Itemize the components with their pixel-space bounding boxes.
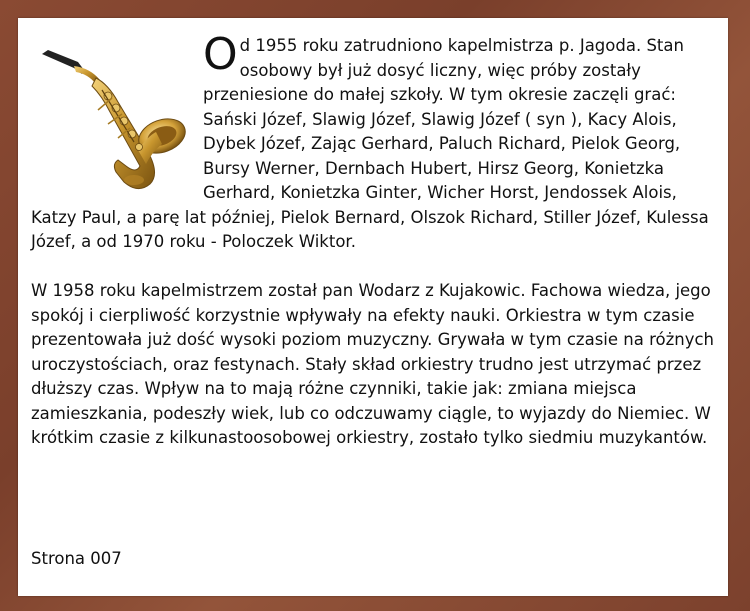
illustration-spacer — [31, 34, 203, 186]
paragraph-1-text: d 1955 roku zatrudniono kapelmistrza p. Jagoda. Stan osobowy był już dosyć liczny, więc próby zostały przeniesione do małej szkoły. W tym okresie zaczęli grać: Sański Józef, Slawig Józef, Slawig Józef ( syn ), Kacy Alois, Dybek Józef, Zając Gerhard, Paluch Richard, Pielok Georg, Bursy Werner, Dernbach Hubert, Hirsz Georg, Konietzka Gerhard, Konietzka Ginter, Wicher Horst, Jendossek Alois, Katzy Paul, a parę lat później, Pielok Bernard, Olszok Richard, Stiller Józef, Kulessa Józef, a od 1970 roku - Poloczek Wiktor. — [31, 36, 709, 251]
paragraph-2: W 1958 roku kapelmistrzem został pan Wodarz z Kujakowic. Fachowa wiedza, jego spokój i cierpliwość korzystnie wpływały na efekty nauki. Orkiestra w tym czasie prezentowała już dość wysoki poziom muzyczny. Grywała w tym czasie na różnych uroczystościach, oraz festynach. Stały skład orkiestry trudno jest utrzymać przez dłuższy czas. Wpływ na to mają różne czynniki, takie jak: zmiana miejsca zamieszkania, podeszły wiek, lub co odczuwamy ciągle, to wyjazdy do Niemiec. W krótkim czasie z kilkunastoosobowej orkiestry, zostało tylko siedmiu muzykantów. — [31, 281, 715, 447]
article-text — [31, 29, 721, 451]
drop-cap: O — [203, 29, 238, 80]
page-number: Strona 007 — [31, 549, 122, 568]
document-page — [18, 18, 728, 596]
